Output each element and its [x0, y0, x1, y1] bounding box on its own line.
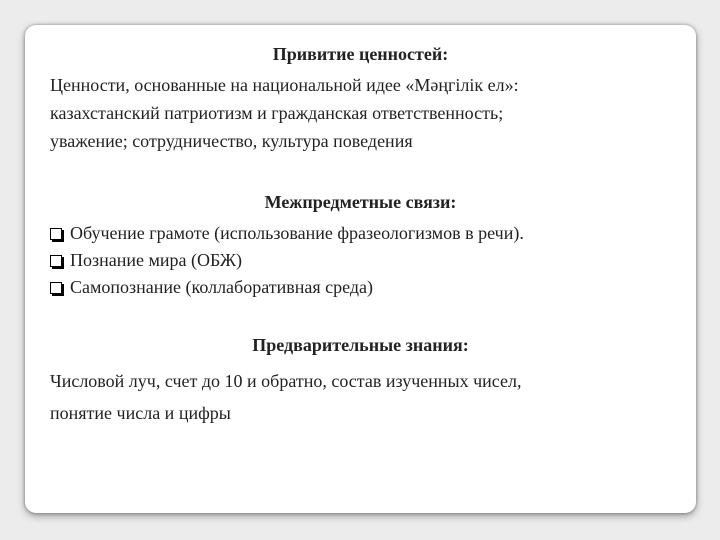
- links-heading: Межпредметные связи:: [264, 192, 457, 212]
- list-item-label: Самопознание (коллаборативная среда): [70, 277, 374, 297]
- list-item: [48, 274, 708, 301]
- checkbox-square-icon: [50, 228, 62, 240]
- checkbox-square-icon: [50, 255, 62, 267]
- knowledge-line: понятие числа и цифры: [50, 403, 231, 423]
- knowledge-line: Числовой луч, счет до 10 и обратно, состав изученных чисел,: [50, 371, 522, 391]
- knowledge-heading: Предварительные знания:: [252, 335, 469, 355]
- values-text: [50, 71, 690, 155]
- list-item-label: Познание мира (ОБЖ): [70, 250, 243, 270]
- values-line: уважение; сотрудничество, культура поведения: [50, 131, 413, 151]
- values-line: казахстанский патриотизм и гражданская ответственность;: [50, 103, 504, 123]
- links-list: [48, 220, 708, 301]
- list-item: [48, 220, 708, 247]
- content-card: [25, 25, 696, 513]
- list-item-label: Обучение грамоте (использование фразеологизмов в речи).: [70, 223, 524, 243]
- list-item: [48, 247, 708, 274]
- checkbox-square-icon: [50, 282, 62, 294]
- values-heading: Привитие ценностей:: [272, 44, 449, 64]
- knowledge-text: [50, 365, 690, 429]
- values-line: Ценности, основанные на национальной идее «Мәңгілік ел»:: [50, 75, 519, 95]
